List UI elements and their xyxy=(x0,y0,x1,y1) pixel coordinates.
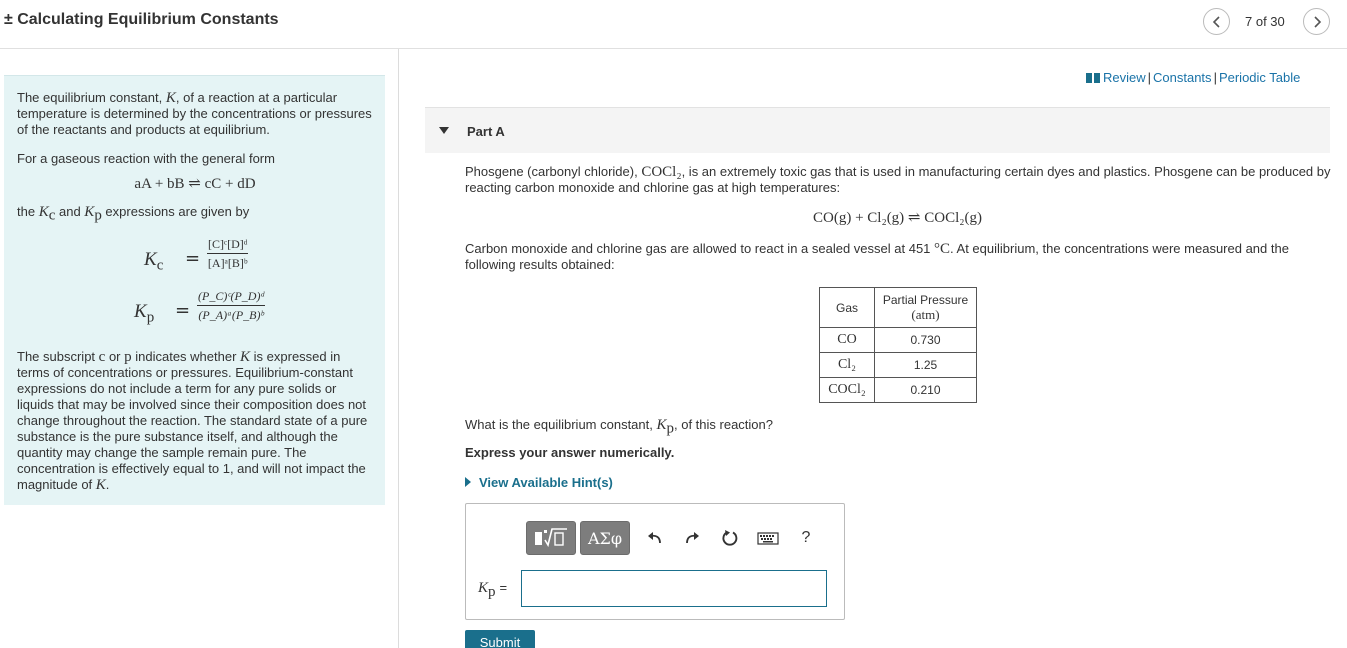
chevron-right-icon xyxy=(1312,16,1322,28)
partial-pressure-table xyxy=(819,287,977,403)
column-divider xyxy=(398,49,399,648)
intro-panel xyxy=(4,75,385,505)
expand-triangle-icon xyxy=(465,477,471,487)
table-header-pressure: Partial Pressure (atm) xyxy=(875,288,977,328)
page-title: ± Calculating Equilibrium Constants xyxy=(4,11,279,28)
question-conditions: Carbon monoxide and chlorine gas are allowed to react in a sealed vessel at 451 °C. At equilibrium, the concentrations were measured and the following results obtained: xyxy=(465,241,1289,272)
kc-numerator: [C]ᶜ[D]ᵈ xyxy=(207,237,248,254)
table-row xyxy=(820,353,977,378)
top-bar xyxy=(0,0,1347,49)
chevron-left-icon xyxy=(1212,16,1222,28)
table-row xyxy=(820,328,977,353)
periodic-table-link[interactable]: Periodic Table xyxy=(1218,70,1301,85)
book-icon xyxy=(1086,73,1100,83)
keyboard-button[interactable] xyxy=(753,521,783,555)
intro-paragraph-2: For a gaseous reaction with the general form xyxy=(17,151,275,166)
kc-denominator: [A]ᵃ[B]ᵇ xyxy=(207,255,248,270)
table-cell-pressure: 1.25 xyxy=(875,353,977,378)
question-intro: Phosgene (carbonyl chloride), COCl₂, is an extremely toxic gas that is used in manufacturing certain dyes and plastics. Phosgene can be produced by reacting carbon monoxide and chlorine gas at high temperatures: xyxy=(465,164,1331,195)
table-cell-pressure: 0.730 xyxy=(875,328,977,353)
question-prompt: What is the equilibrium constant, $K_p$, of this reaction? xyxy=(465,417,773,437)
help-button[interactable]: ? xyxy=(801,529,811,546)
templates-button[interactable] xyxy=(526,521,576,555)
table-header-gas: Gas xyxy=(820,288,875,328)
table-cell-gas: CO xyxy=(820,328,875,353)
reset-button[interactable] xyxy=(715,521,745,555)
intro-paragraph-3: the $K_c$ and $K_p$ expressions are given by xyxy=(17,204,250,224)
keyboard-icon xyxy=(757,531,779,545)
review-link[interactable]: Review xyxy=(1103,70,1146,85)
kp-denominator: (P_A)ᵃ(P_B)ᵇ xyxy=(198,307,264,322)
intro-paragraph-1: The equilibrium constant, K, of a reaction at a particular temperature is determined by the concentrations or pressures of the reactants and products at equilibrium. xyxy=(17,90,372,137)
general-reaction-equation: aA + bB ⇌ cC + dD xyxy=(134,176,256,192)
intro-paragraph-4: The subscript c or p indicates whether K is expressed in terms of concentrations or pressures. Equilibrium-constant expressions do not include a term for any pure solids or liquids that may be involved since their composition does not change throughout the reaction. The standard state of a pure substance is the pure substance itself, and although the quantity may change the sample remain pure. The concentration is effectively equal to 1, and will not impact the magnitude of K. xyxy=(17,348,368,493)
greek-symbols-button[interactable]: ΑΣφ xyxy=(580,521,630,555)
answer-instruction: Express your answer numerically. xyxy=(465,445,675,460)
kp-numerator: (P_C)ᶜ(P_D)ᵈ xyxy=(197,289,265,306)
collapse-triangle-icon xyxy=(439,127,449,134)
kp-answer-input[interactable] xyxy=(521,570,827,607)
kp-answer-label: $K_p$ = xyxy=(478,580,508,600)
previous-item-button[interactable] xyxy=(1203,8,1230,35)
constants-link[interactable]: Constants xyxy=(1153,70,1212,85)
table-cell-gas: Cl₂ xyxy=(820,353,875,378)
undo-button[interactable] xyxy=(640,521,670,555)
view-hints-link[interactable]: View Available Hint(s) xyxy=(465,475,613,490)
table-cell-gas: COCl₂ xyxy=(820,378,875,403)
reset-icon xyxy=(721,529,739,547)
submit-button[interactable]: Submit xyxy=(465,630,535,648)
table-row xyxy=(820,378,977,403)
redo-button[interactable] xyxy=(677,521,707,555)
redo-icon xyxy=(684,531,700,545)
table-cell-pressure: 0.210 xyxy=(875,378,977,403)
reaction-equation: CO(g) + Cl₂(g) ⇌ COCl₂(g) xyxy=(813,210,982,226)
undo-icon xyxy=(647,531,663,545)
answer-area xyxy=(465,503,845,620)
part-a-header[interactable] xyxy=(425,108,1330,153)
kc-formula: $K_c$ = $\frac{\text{[C]ᶜ[D]ᵈ}}{\text{[A]ᵃ[B]ᵇ}}$ xyxy=(144,236,248,274)
next-item-button[interactable] xyxy=(1303,8,1330,35)
resource-links: Review | Constants | Periodic Table xyxy=(1086,70,1300,85)
item-pager: 7 of 30 xyxy=(1245,14,1285,29)
part-a-label: Part A xyxy=(467,124,505,139)
kp-formula: $K_p$ = $\frac{\text{(P\_C)ᶜ(P\_D)ᵈ}}{\text{(P\_A)ᵃ(P\_B)ᵇ}}$ xyxy=(134,288,265,326)
templates-icon xyxy=(531,526,571,550)
